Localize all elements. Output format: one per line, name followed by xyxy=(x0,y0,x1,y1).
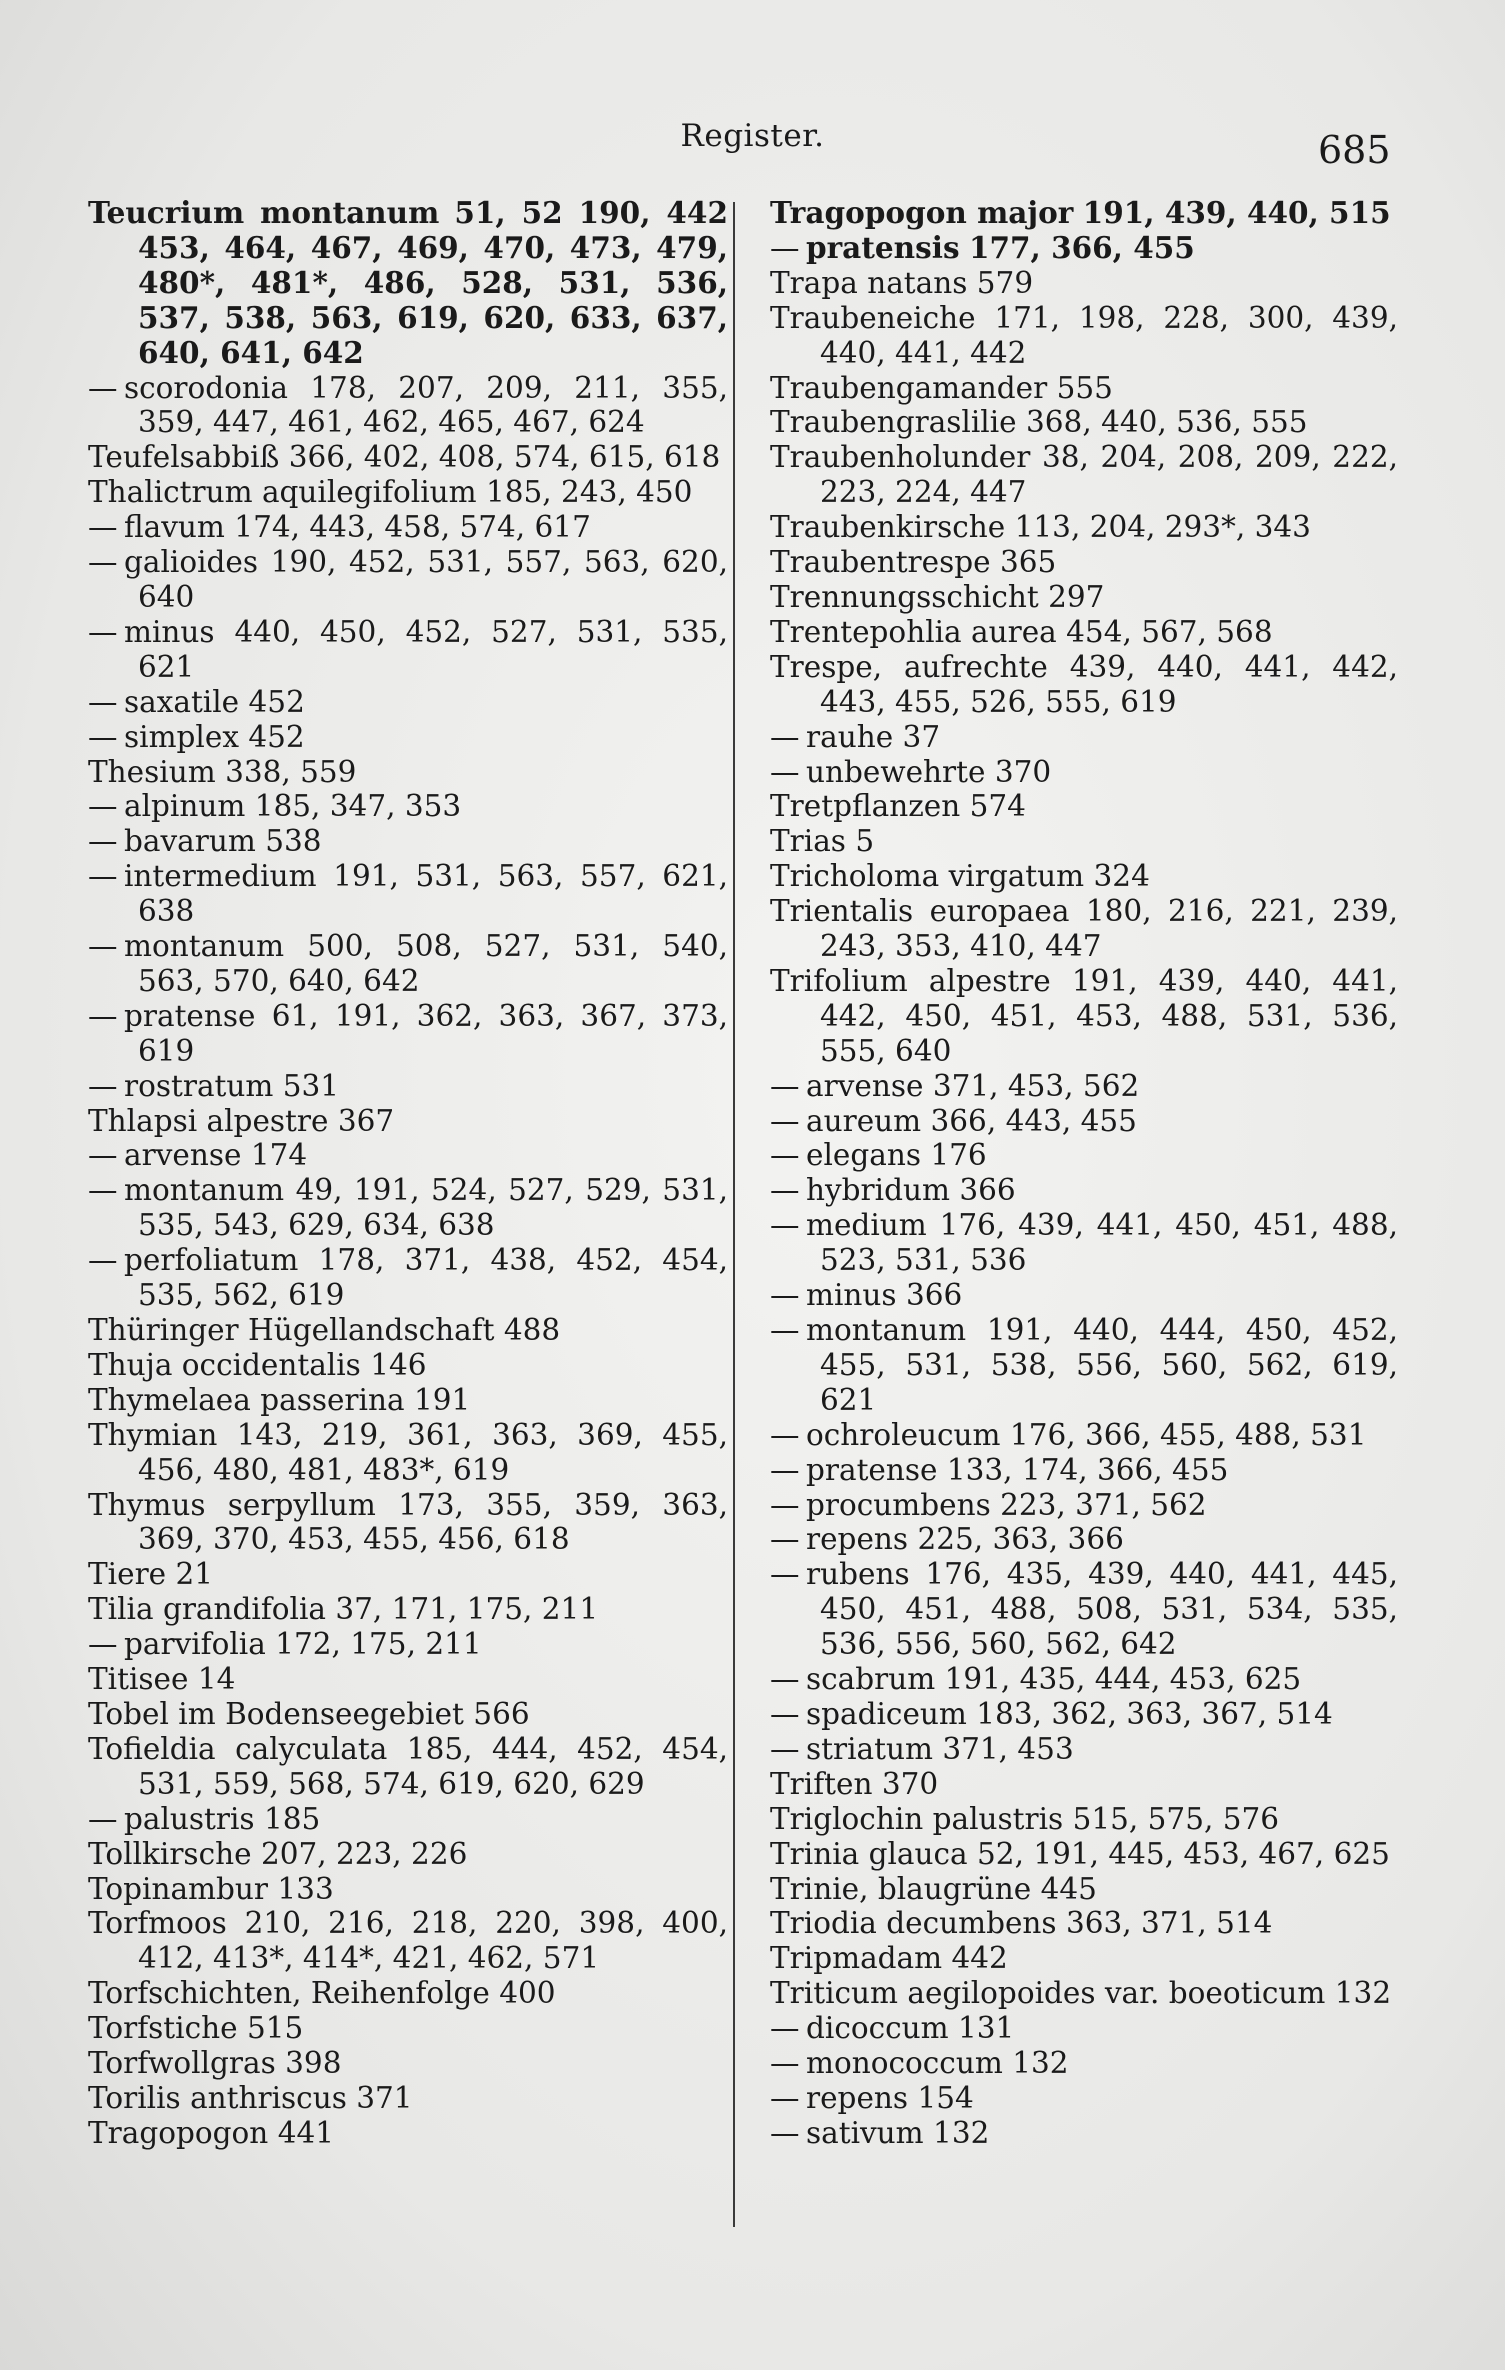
index-term: scabrum xyxy=(806,1662,936,1697)
continuation-dash: — xyxy=(770,2011,800,2046)
continuation-dash: — xyxy=(770,1103,800,1138)
index-entry xyxy=(88,1697,728,1732)
index-term: Triodia decumbens xyxy=(770,1906,1057,1941)
index-entry xyxy=(88,1906,728,1976)
index-entry xyxy=(770,1488,1398,1523)
continuation-dash: — xyxy=(88,1801,118,1836)
index-pages: 366, 402, 408, 574, 615, 618 xyxy=(288,440,721,475)
index-term: Tilia grandifolia xyxy=(88,1592,326,1627)
continuation-dash: — xyxy=(88,1627,118,1662)
index-pages: 365 xyxy=(1000,545,1057,580)
index-entry xyxy=(770,580,1398,615)
index-term: Traubenholunder xyxy=(770,440,1031,475)
index-term: Triften xyxy=(770,1766,873,1801)
index-term: rostratum xyxy=(124,1068,274,1103)
index-entry xyxy=(770,1732,1398,1767)
continuation-dash: — xyxy=(770,1522,800,1557)
index-term: minus xyxy=(806,1278,897,1313)
index-term: Trennungsschicht xyxy=(770,579,1039,614)
index-entry xyxy=(770,1557,1398,1662)
index-pages: 191, 440, 444, 450, 452, 455, 531, 538, 556, 560, 562, 619, 621 xyxy=(820,1313,1398,1417)
index-pages: 185, 444, 452, 454, 531, 559, 568, 574, 619, 620, 629 xyxy=(138,1731,728,1801)
index-column-left xyxy=(88,196,728,2151)
continuation-dash: — xyxy=(770,1662,800,1697)
index-pages: 488 xyxy=(503,1313,561,1347)
index-pages: 452 xyxy=(248,684,305,719)
continuation-dash: — xyxy=(770,754,800,789)
continuation-dash: — xyxy=(88,824,118,859)
index-term: Thymian xyxy=(88,1417,218,1452)
index-term: Trias xyxy=(770,824,846,859)
index-pages: 154 xyxy=(917,2080,974,2115)
continuation-dash: — xyxy=(770,1452,800,1487)
index-pages: 191, 439, 440, 515 xyxy=(1082,195,1391,230)
index-pages: 133, 174, 366, 455 xyxy=(946,1452,1229,1487)
index-pages: 574 xyxy=(969,789,1026,824)
index-entry xyxy=(88,1069,728,1104)
index-pages: 367 xyxy=(337,1103,395,1138)
index-entry xyxy=(770,1906,1398,1941)
index-pages: 366, 443, 455 xyxy=(930,1103,1137,1138)
index-term: spadiceum xyxy=(806,1696,967,1731)
index-pages: 132 xyxy=(1012,2046,1069,2081)
index-pages: 531 xyxy=(282,1068,340,1103)
index-entry xyxy=(770,2046,1398,2081)
index-term: Trespe, aufrechte xyxy=(770,649,1048,684)
continuation-dash: — xyxy=(770,719,800,754)
index-pages: 371, 453 xyxy=(942,1731,1074,1766)
index-pages: 439, 440, 441, 442, 443, 455, 526, 555, 619 xyxy=(820,649,1398,719)
continuation-dash: — xyxy=(88,370,118,405)
index-term: Torfwollgras xyxy=(88,2046,276,2081)
continuation-dash: — xyxy=(770,1417,800,1452)
continuation-dash: — xyxy=(770,1173,800,1208)
index-entry xyxy=(770,440,1398,510)
index-term: aureum xyxy=(806,1103,922,1138)
continuation-dash: — xyxy=(770,1487,800,1522)
index-pages: 225, 363, 366 xyxy=(917,1522,1124,1557)
index-entry xyxy=(88,1383,728,1418)
index-pages: 452 xyxy=(248,719,305,754)
continuation-dash: — xyxy=(88,545,118,580)
index-term: Traubengamander xyxy=(770,370,1048,405)
continuation-dash: — xyxy=(88,614,118,649)
index-term: Thalictrum aquilegifolium xyxy=(88,475,477,510)
index-pages: 113, 204, 293*, 343 xyxy=(1014,510,1311,545)
continuation-dash: — xyxy=(88,998,118,1033)
index-pages: 173, 355, 359, 363, 369, 370, 453, 455, 456, 618 xyxy=(138,1487,728,1557)
index-term: Trapa natans xyxy=(770,265,968,300)
index-entry xyxy=(770,755,1398,790)
index-term: Tofieldia calyculata xyxy=(88,1731,388,1766)
continuation-dash: — xyxy=(770,1557,800,1592)
index-pages: 37 xyxy=(902,719,941,754)
index-pages: 324 xyxy=(1093,859,1150,894)
continuation-dash: — xyxy=(770,1138,800,1173)
index-entry xyxy=(88,1173,728,1243)
continuation-dash: — xyxy=(770,2115,800,2150)
index-term: Thüringer Hügellandschaft xyxy=(88,1313,495,1347)
index-term: rubens xyxy=(806,1557,910,1592)
index-term: striatum xyxy=(806,1731,933,1766)
index-entry xyxy=(770,2116,1398,2151)
continuation-dash: — xyxy=(770,1208,800,1243)
index-pages: 207, 223, 226 xyxy=(260,1836,468,1871)
index-term: monococcum xyxy=(806,2046,1003,2081)
index-entry xyxy=(770,615,1398,650)
index-term: bavarum xyxy=(124,824,256,859)
continuation-dash: — xyxy=(770,1068,800,1103)
index-entry xyxy=(770,1069,1398,1104)
index-entry xyxy=(770,1872,1398,1907)
index-entry xyxy=(88,1243,728,1313)
index-term: ochroleucum xyxy=(806,1417,1001,1452)
index-entry xyxy=(88,510,728,545)
index-term: Tobel im Bodenseegebiet xyxy=(88,1696,464,1731)
index-term: repens xyxy=(806,2080,909,2115)
index-entry xyxy=(770,1104,1398,1139)
index-pages: 185, 243, 450 xyxy=(486,475,693,510)
index-term: simplex xyxy=(124,719,239,754)
index-pages: 338, 559 xyxy=(225,754,357,789)
continuation-dash: — xyxy=(88,859,118,894)
index-entry xyxy=(770,1941,1398,1976)
index-term: Tiere xyxy=(88,1557,167,1592)
index-entry xyxy=(88,999,728,1069)
index-term: perfoliatum xyxy=(124,1243,299,1278)
continuation-dash: — xyxy=(88,684,118,719)
index-pages: 61, 191, 362, 363, 367, 373, 619 xyxy=(138,998,728,1068)
index-pages: 49, 191, 524, 527, 529, 531, 535, 543, 629, 634, 638 xyxy=(138,1173,728,1243)
index-pages: 555 xyxy=(1056,370,1113,405)
continuation-dash: — xyxy=(770,1278,800,1313)
index-pages: 191, 531, 563, 557, 621, 638 xyxy=(138,859,728,929)
index-term: Trinie, blaugrüne xyxy=(770,1871,1032,1906)
continuation-dash: — xyxy=(88,1173,118,1208)
index-pages: 191, 439, 440, 441, 442, 450, 451, 453, 488, 531, 536, 555, 640 xyxy=(820,963,1398,1068)
index-term: repens xyxy=(806,1522,909,1557)
index-pages: 398 xyxy=(285,2046,342,2081)
index-pages: 176, 439, 441, 450, 451, 488, 523, 531, 536 xyxy=(820,1208,1398,1278)
index-entry xyxy=(770,1662,1398,1697)
index-term: montanum xyxy=(806,1313,967,1347)
index-pages: 440, 450, 452, 527, 531, 535, 621 xyxy=(138,614,728,684)
continuation-dash: — xyxy=(770,2080,800,2115)
index-entry xyxy=(770,301,1398,371)
index-term: Trinia glauca xyxy=(770,1836,968,1871)
index-pages: 366 xyxy=(959,1173,1016,1208)
index-entry xyxy=(770,2081,1398,2116)
index-entry xyxy=(88,1872,728,1907)
index-pages: 21 xyxy=(175,1557,214,1592)
index-entry xyxy=(770,1802,1398,1837)
index-term: pratensis xyxy=(806,229,960,265)
index-entry xyxy=(88,615,728,685)
index-entry xyxy=(770,371,1398,406)
index-pages: 223, 371, 562 xyxy=(1000,1487,1207,1522)
index-term: Triticum aegilopoides var. boeoticum xyxy=(770,1976,1326,2011)
index-entry xyxy=(88,2081,728,2116)
index-entry xyxy=(770,1453,1398,1488)
index-term: Torfstiche xyxy=(88,2011,238,2046)
index-entry xyxy=(88,859,728,929)
index-pages: 297 xyxy=(1048,579,1105,614)
index-term: alpinum xyxy=(124,789,246,824)
index-entry xyxy=(770,1837,1398,1872)
index-entry xyxy=(770,266,1398,301)
index-pages: 180, 216, 221, 239, 243, 353, 410, 447 xyxy=(820,894,1398,964)
continuation-dash: — xyxy=(88,1243,118,1278)
index-column-right xyxy=(770,196,1398,2151)
index-term: Torilis anthriscus xyxy=(88,2080,347,2115)
index-entry xyxy=(88,1138,728,1173)
continuation-dash: — xyxy=(88,510,118,545)
index-entry xyxy=(88,755,728,790)
index-pages: 183, 362, 363, 367, 514 xyxy=(976,1696,1333,1731)
index-term: Trifolium alpestre xyxy=(770,963,1051,998)
index-term: Titisee xyxy=(88,1662,189,1697)
index-entry xyxy=(770,964,1398,1069)
index-pages: 370 xyxy=(994,754,1052,789)
continuation-dash: — xyxy=(770,1313,800,1347)
index-term: procumbens xyxy=(806,1487,991,1522)
index-entry xyxy=(770,196,1398,231)
index-term: unbewehrte xyxy=(806,754,986,789)
continuation-dash: — xyxy=(88,1138,118,1173)
index-pages: 176 xyxy=(930,1138,987,1173)
index-term: Trientalis europaea xyxy=(770,894,1070,929)
index-pages: 176, 366, 455, 488, 531 xyxy=(1009,1417,1367,1452)
index-entry xyxy=(770,1313,1398,1418)
continuation-dash: — xyxy=(770,1696,800,1731)
index-term: Torfschichten, Reihenfolge xyxy=(88,1976,490,2011)
index-term: Triglochin palustris xyxy=(770,1801,1064,1836)
index-entry xyxy=(770,720,1398,755)
continuation-dash: — xyxy=(88,789,118,824)
index-term: flavum xyxy=(124,510,225,545)
index-pages: 445 xyxy=(1040,1871,1097,1906)
index-term: Thymus serpyllum xyxy=(88,1487,376,1522)
index-pages: 5 xyxy=(855,824,875,859)
index-term: Thlapsi alpestre xyxy=(88,1103,329,1138)
index-entry xyxy=(770,545,1398,580)
index-entry xyxy=(770,1173,1398,1208)
index-pages: 132 xyxy=(933,2115,990,2150)
index-entry xyxy=(88,1418,728,1488)
index-entry xyxy=(770,1418,1398,1453)
index-term: Teufelsabbiß xyxy=(88,440,280,475)
index-entry xyxy=(88,1592,728,1627)
index-entry xyxy=(88,2116,728,2151)
index-term: palustris xyxy=(124,1801,255,1836)
index-entry xyxy=(88,440,728,475)
continuation-dash: — xyxy=(88,929,118,964)
index-entry xyxy=(770,824,1398,859)
index-entry xyxy=(770,510,1398,545)
index-pages: 400 xyxy=(499,1976,556,2011)
index-pages: 515, 575, 576 xyxy=(1072,1801,1280,1836)
index-entry xyxy=(88,929,728,999)
index-pages: 515 xyxy=(246,2011,304,2046)
index-pages: 52, 191, 445, 453, 467, 625 xyxy=(977,1836,1390,1871)
index-entry xyxy=(88,1313,728,1348)
index-term: arvense xyxy=(806,1068,924,1103)
index-pages: 176, 435, 439, 440, 441, 445, 450, 451, 488, 508, 531, 534, 535, 536, 556, 560, 562, 642 xyxy=(820,1557,1398,1662)
index-entry xyxy=(88,685,728,720)
index-pages: 191 xyxy=(413,1382,471,1417)
continuation-dash: — xyxy=(770,2046,800,2081)
index-entry xyxy=(770,405,1398,440)
index-entry xyxy=(770,789,1398,824)
index-term: Traubentrespe xyxy=(770,545,991,580)
index-entry xyxy=(770,1208,1398,1278)
index-pages: 371, 453, 562 xyxy=(932,1068,1140,1103)
index-pages: 143, 219, 361, 363, 369, 455, 456, 480, 481, 483*, 619 xyxy=(138,1417,728,1487)
continuation-dash: — xyxy=(770,1731,800,1766)
continuation-dash: — xyxy=(88,1068,118,1103)
index-entry xyxy=(88,196,728,371)
index-term: Tricholoma virgatum xyxy=(770,859,1085,894)
index-term: Tollkirsche xyxy=(88,1836,252,1871)
index-pages: 363, 371, 514 xyxy=(1065,1906,1273,1941)
index-entry xyxy=(88,1732,728,1802)
index-term: arvense xyxy=(124,1138,242,1173)
index-entry xyxy=(770,2011,1398,2046)
index-entry xyxy=(88,1557,728,1592)
index-term: Tragopogon xyxy=(88,2115,269,2150)
index-term: hybridum xyxy=(806,1173,950,1208)
index-pages: 133 xyxy=(277,1871,334,1906)
index-term: Traubenkirsche xyxy=(770,510,1006,545)
index-entry xyxy=(88,1627,728,1662)
index-entry xyxy=(88,1837,728,1872)
index-term: Thymelaea passerina xyxy=(88,1382,405,1417)
index-pages: 579 xyxy=(976,265,1034,300)
index-pages: 51, 52 190, 442 453, 464, 467, 469, 470, 473, 479, 480*, 481*, 486, 528, 531, 536, 537, 538, 563, 619, 620, 633, 637, 640, 641, 642 xyxy=(138,195,728,370)
index-entry xyxy=(88,1976,728,2011)
index-entry xyxy=(88,789,728,824)
index-pages: 38, 204, 208, 209, 222, 223, 224, 447 xyxy=(820,440,1398,510)
index-term: Teucrium montanum xyxy=(88,195,440,230)
index-term: montanum xyxy=(124,929,285,964)
continuation-dash: — xyxy=(88,719,118,754)
index-term: dicoccum xyxy=(806,2011,949,2046)
index-entry xyxy=(88,2046,728,2081)
page-number: 685 xyxy=(1318,128,1391,172)
index-term: montanum xyxy=(124,1173,285,1208)
index-term: medium xyxy=(806,1208,927,1243)
index-entry xyxy=(88,824,728,859)
index-entry xyxy=(770,1976,1398,2011)
index-pages: 178, 207, 209, 211, 355, 359, 447, 461, 462, 465, 467, 624 xyxy=(138,370,728,440)
index-term: scorodonia xyxy=(124,370,288,405)
index-pages: 370 xyxy=(881,1766,939,1801)
index-pages: 210, 216, 218, 220, 398, 400, 412, 413*, 414*, 421, 462, 571 xyxy=(138,1906,728,1976)
index-term: Trentepohlia aurea xyxy=(770,614,1057,649)
index-entry xyxy=(88,720,728,755)
index-entry xyxy=(770,859,1398,894)
index-entry xyxy=(88,1662,728,1697)
index-entry xyxy=(88,1104,728,1139)
index-pages: 441 xyxy=(277,2115,335,2150)
index-entry xyxy=(88,2011,728,2046)
index-term: rauhe xyxy=(806,719,894,754)
index-entry xyxy=(88,1348,728,1383)
index-entry xyxy=(88,1488,728,1558)
index-pages: 185 xyxy=(263,1801,321,1836)
index-pages: 131 xyxy=(958,2011,1015,2046)
index-entry xyxy=(88,371,728,441)
index-pages: 174, 443, 458, 574, 617 xyxy=(234,510,591,545)
index-entry xyxy=(88,475,728,510)
index-pages: 132 xyxy=(1334,1976,1392,2011)
index-pages: 146 xyxy=(370,1347,427,1382)
index-entry xyxy=(770,1138,1398,1173)
index-pages: 538 xyxy=(265,824,322,859)
index-pages: 177, 366, 455 xyxy=(968,229,1195,265)
index-term: sativum xyxy=(806,2115,924,2150)
index-pages: 172, 175, 211 xyxy=(275,1627,482,1662)
index-pages: 178, 371, 438, 452, 454, 535, 562, 619 xyxy=(138,1243,728,1313)
index-term: Traubengraslilie xyxy=(770,405,1017,440)
index-entry xyxy=(770,1522,1398,1557)
index-pages: 174 xyxy=(250,1138,308,1173)
index-pages: 368, 440, 536, 555 xyxy=(1026,405,1308,440)
index-term: elegans xyxy=(806,1138,921,1173)
index-entry xyxy=(88,545,728,615)
running-head: Register. xyxy=(680,118,825,154)
index-pages: 442 xyxy=(951,1941,1008,1976)
index-term: pratense xyxy=(124,998,256,1033)
index-term: Thuja occidentalis xyxy=(88,1347,361,1382)
index-pages: 190, 452, 531, 557, 563, 620, 640 xyxy=(138,545,728,614)
index-entry xyxy=(770,1697,1398,1732)
index-term: galioides xyxy=(124,545,259,580)
index-pages: 171, 198, 228, 300, 439, 440, 441, 442 xyxy=(820,300,1398,370)
index-term: parvifolia xyxy=(124,1627,266,1662)
index-entry xyxy=(770,894,1398,964)
index-term: Tragopogon major xyxy=(770,195,1074,230)
index-pages: 500, 508, 527, 531, 540, 563, 570, 640, 642 xyxy=(138,929,728,998)
column-divider xyxy=(733,202,735,2227)
index-entry xyxy=(770,231,1398,266)
index-term: Traubeneiche xyxy=(770,300,976,335)
index-pages: 454, 567, 568 xyxy=(1066,614,1273,649)
index-pages: 566 xyxy=(473,1696,530,1731)
index-term: intermedium xyxy=(124,859,317,894)
index-pages: 371 xyxy=(356,2080,413,2115)
index-pages: 366 xyxy=(905,1278,963,1313)
index-entry xyxy=(88,1802,728,1837)
index-term: minus xyxy=(124,614,215,649)
index-term: Tretpflanzen xyxy=(770,789,961,824)
index-pages: 37, 171, 175, 211 xyxy=(335,1592,599,1627)
index-term: saxatile xyxy=(124,684,240,719)
index-entry xyxy=(770,650,1398,720)
index-pages: 14 xyxy=(197,1662,236,1697)
index-pages: 191, 435, 444, 453, 625 xyxy=(944,1662,1302,1697)
index-entry xyxy=(770,1767,1398,1802)
index-entry xyxy=(770,1278,1398,1313)
index-term: Thesium xyxy=(88,754,216,789)
index-term: Tripmadam xyxy=(770,1941,943,1976)
index-term: pratense xyxy=(806,1452,938,1487)
index-pages: 185, 347, 353 xyxy=(254,789,462,824)
index-term: Topinambur xyxy=(88,1871,269,1906)
index-term: Torfmoos xyxy=(88,1906,227,1941)
continuation-dash: — xyxy=(770,230,800,265)
